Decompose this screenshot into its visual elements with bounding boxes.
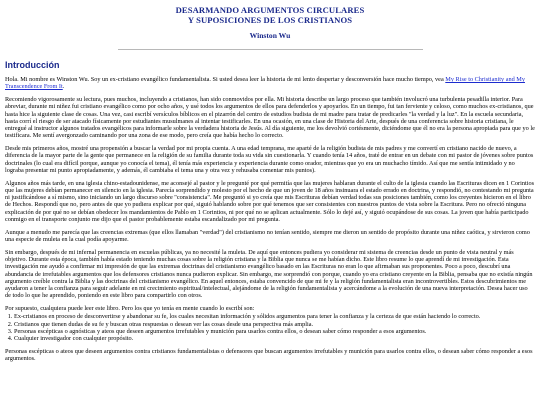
section-heading: Introducción (5, 60, 60, 70)
paragraph-1-end: . (62, 83, 65, 91)
paragraph-1-text: Hola. Mi nombre es Winston Wu. Soy un ex-cristiano evangélico fundamentalista. Si usted desea leer la historia de mi lento despertar y desconversión hace mucho tiempo, vea (5, 76, 446, 83)
paragraph-5: Aunque a menudo me parecía que las creencias extremas (que ellos llamaban "verdad") del cristianismo no tenían sentido, siempre me dieron un sentido de propósito durante una niñez caótica, y sirvieron como una especie de muleta en la cual podía apoyarme. (5, 228, 530, 243)
title-line-1: DESARMANDO ARGUMENTOS CIRCULARES (175, 5, 365, 15)
paragraph-2: Recomiendo vigorosamente su lectura, pues muchos, incluyendo a cristianos, han sido conmovidos por ella. Mi historia describe un largo proceso que también involucró una turbulenta pesadilla interior. Para abreviar, durante mi niñez fui cristiano evangélico como por ocho años, y usé todos los argumentos de ellos para defenderlos y apoyarlos. En un tiempo, fui tan ferviente y celoso, como muchos ex-cristianos, que hasta hice la siguiente clase de cosas. Una vez, casi escribí versículos bíblicos en el pizarrón del centro de estudios budista de mi madre para tratar de predicarles "la verdad y la luz". En la escuela secundaria, hasta corrí el riesgo de ser atacado físicamente por estudiantes musulmanes al intentar testificarles. En una ocasión, en una clase de Historia del Arte, después de una conferencia sobre historia cristiana, le entregué al instructor algunos tratados evangélicos para informarle sobre la verdadera historia de Jesús. Al día siguiente, me los devolvió cortésmente, diciéndome que él no era la persona apropiada para que yo le testificara. Me sentí avergonzado caminando por una zona de ese modo, pero creía que había hecho lo correcto. (5, 96, 535, 140)
document-title (5, 5, 535, 25)
title-line-2: Y SUPOSICIONES DE LOS CRISTIANOS (187, 15, 353, 25)
header-divider (118, 49, 423, 50)
paragraph-7: Por supuesto, cualquiera puede leer este libro. Pero los que yo tenía en mente cuando lo escribí son: (5, 305, 255, 313)
list-item: 2. Cristianos que tienen dudas de su fe y buscan otras respuestas o desean ver las cosas desde una perspectiva más amplia. (14, 321, 535, 328)
paragraph-1 (5, 76, 535, 90)
list-item: 1. Ex-cristianos en proceso de desconvertirse y abandonar su fe, los cuales necesitan información y sólidos argumentos para tener la confianza y la certeza de que están haciendo lo correcto. (14, 313, 535, 320)
list-extra-note: Personas escépticas o ateos que deseen argumentos contra cristianos fundamentalistas o defensores que buscan argumentos irrefutables y munición para usarlos contra ellos, o desean saber cómo responder a esos argumentos. (5, 348, 533, 363)
paragraph-3: Desde mis primeros años, mostré una propensión a buscar la verdad por mi propia cuenta. A una edad temprana, me aparté de la religión budista de mis padres y me convertí en cristiano nacido de nuevo, a diferencia de la mayor parte de la gente que permanece en la religión de su familia durante toda su vida sin cuestionarla. Y cuando tenía 14 años, traté de entrar en un debate con mi pastor de jóvenes sobre puntos doctrinales (lo cual era difícil porque, aunque yo conocía el tema), él tenía más experiencia y experiencia durante como orador, mientras que yo era un muchacho tímido. Así que me sentía intimidado y no lograba presentar mi punto apropiadamente, y además, él cambiaba el tema una y otra vez y rehusaba comentar mis puntos). (5, 145, 534, 174)
paragraph-6: Sin embargo, después de mi infernal permanencia en escuelas públicas, ya no necesité la muleta. De aquí que entonces pudiera yo considerar mi sistema de creencias desde un punto de vista neutral y más objetivo. Durante esta época, también había estado teniendo muchas cosas sobre la religión cristiana y la Biblia que nunca se me habían dicho. Este libro resume lo que aprendí de mi investigación. Esta investigación me ayudó a confirmar mi impresión de que las extremas doctrinas del cristianismo evangélico basado en las Escrituras no eran lo que afirmaban sus proponentes. Poco a poco, descubrí una abundancia de irrefutables argumentos que los defensores cristianos nunca pudieron explicar. Sin embargo, me sorprendió con porque, cuando yo era cristiano creyente en la Biblia, pensaba que no existía ningún argumento creíble contra la Biblia y las doctrinas del cristianismo evangélico. En aquel entonces, estaba convencido de que mi fe y la religión fundamentalista eran incontrovertibles. Estos descubrimientos me ayudaron a tener la confianza para seguir adelante en mi crecimiento espiritual/intelectual, alejándome de la religión fundamentalista y acercándome a la evolución de una nueva interpretación. Desea hacer uso de todo lo que he aprendido, poniendo en este libro para compartirlo con otros. (5, 249, 533, 300)
document-page (0, 5, 540, 362)
list-item: 3. Personas escépticas o agnósticas y ateos que deseen argumentos irrefutables y munición para usarlos contra ellos, o desean saber cómo responder a esos argumentos. (14, 328, 535, 335)
story-link[interactable]: My Rise to Christianity and My Transcendence From It (5, 76, 525, 91)
document-header (5, 5, 535, 40)
paragraph-4: Algunos años más tarde, en una iglesia chino-estadounidense, me aconsejé al pastor y le pregunté por qué permitía que las mujeres hablaran durante el culto de la iglesia cuando las Escrituras dicen en 1 Corintios que las mujeres debían permanecer en silencio en la iglesia. Parecía sorprendido y molesto por el hecho de que un joven de 18 años insinuara el estado errado en doctrina, y respondió, no contestando mi pregunta ni justificándose a sí mismo, sino iniciando un largo discurso sobre "consistencia". Me preguntó si yo creía que mis Escrituras debían verdad todas sus posiciones también, como los creyentes hicieron en el libro de Hechos. Respondí que no, pero antes de que yo pudiera explicar por qué, siguió hablando sobre por qué tenemos que ser consistentes con nuestros puntos de vista sobre la Escritura. Pero no ofreció ninguna explicación de por qué no se debían obedecer los mandamientos de Pablo en 1 Corintios, ni por qué no se aplican actualmente. Sólo lo dejé así, y siguió ocupándose de sus cosas. La joven que había participado conmigo en el transporte conjunto me dijo que el pastor probablemente estaba escandalizado por mi pregunta. (5, 179, 534, 223)
author-name: Winston Wu (249, 31, 291, 40)
list-item: 4. Cualquier investigador con cualquier propósito. (14, 335, 535, 342)
audience-list (5, 313, 535, 342)
